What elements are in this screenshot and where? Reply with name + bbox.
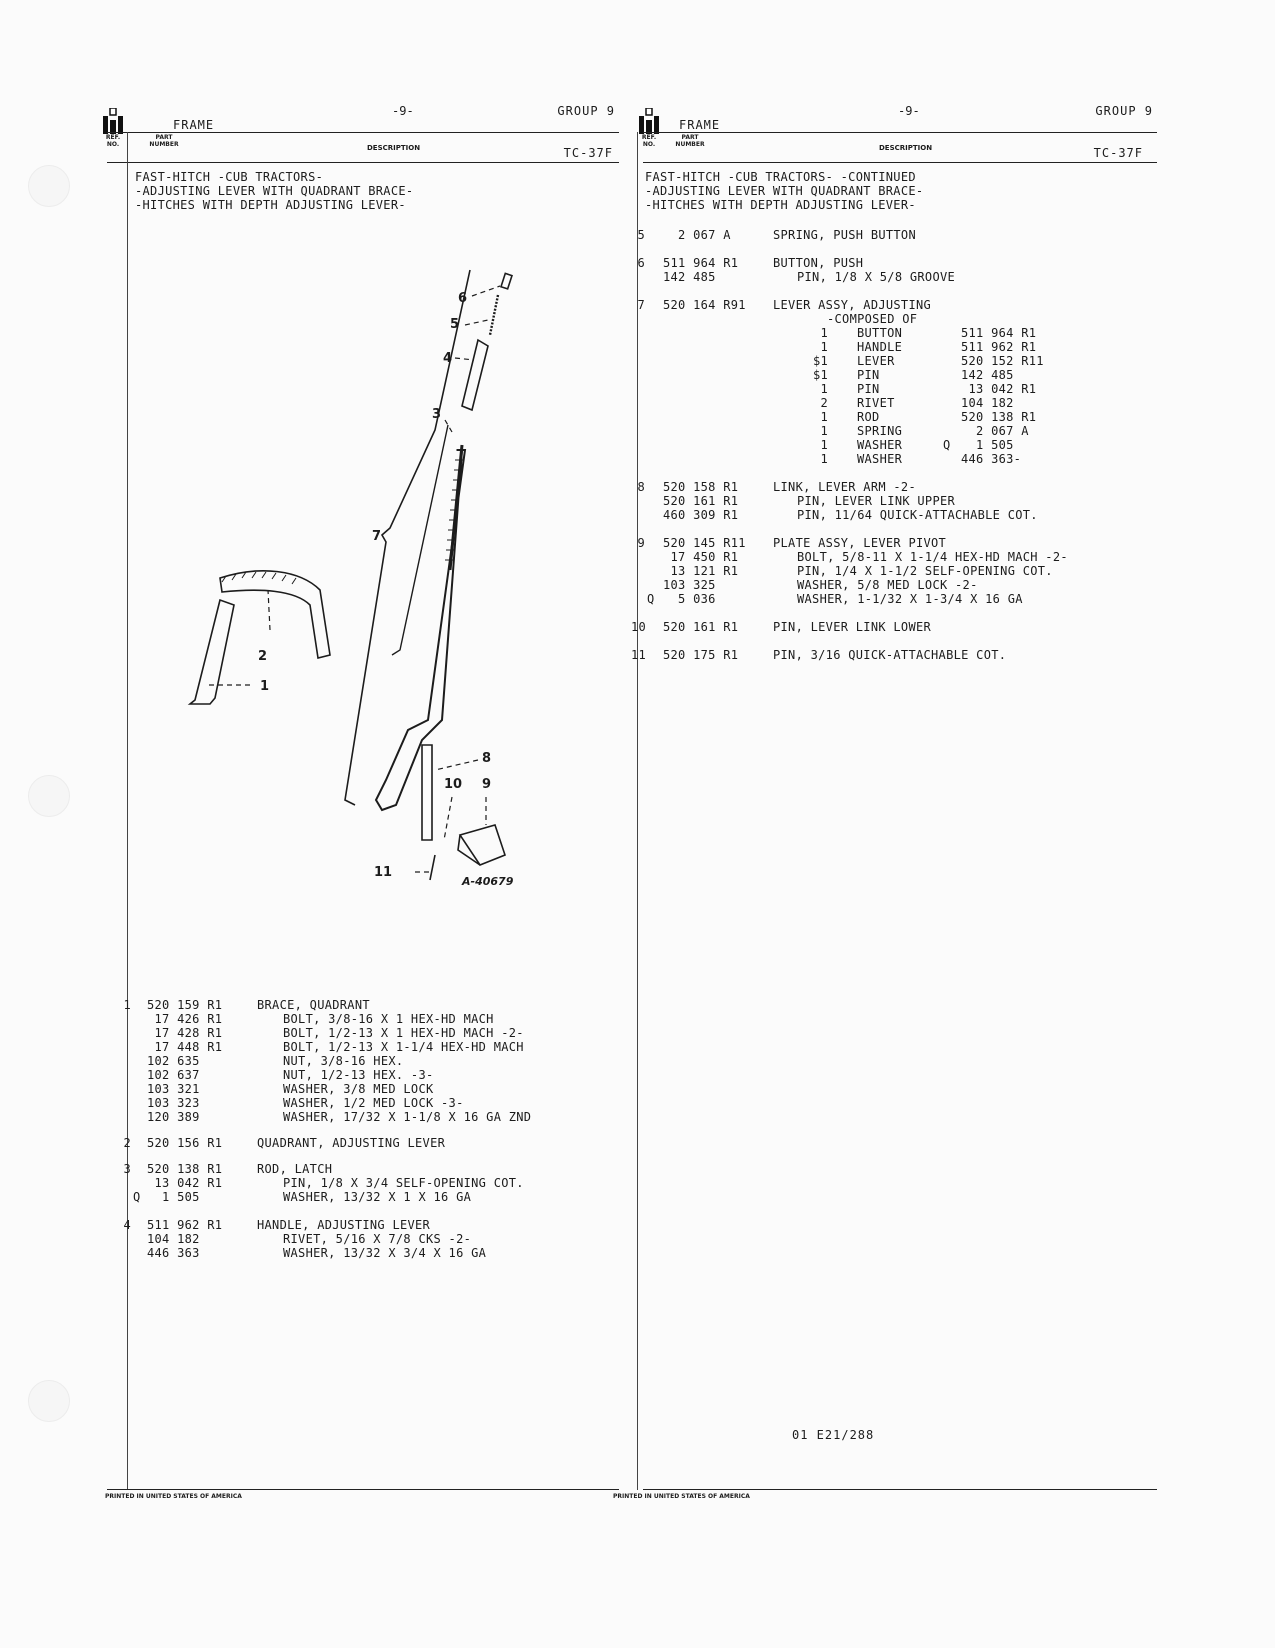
part-number: 520 158 R1: [663, 480, 739, 494]
parts-row: [643, 578, 1157, 592]
button-part: [501, 273, 512, 288]
heading-line: FAST-HITCH -CUB TRACTORS- -CONTINUED: [645, 170, 916, 184]
composition-row: [643, 396, 1157, 410]
composition-part: 13 042 R1: [961, 382, 1037, 396]
composition-name: RIVET: [857, 396, 895, 410]
parts-row: [107, 1068, 619, 1082]
part-description: NUT, 3/8-16 HEX.: [283, 1054, 404, 1068]
part-description: WASHER, 13/32 X 3/4 X 16 GA: [283, 1246, 487, 1260]
section-headings: [645, 170, 923, 212]
parts-row: [643, 298, 1157, 312]
part-number: 446 363: [147, 1246, 200, 1260]
figure-id: A-40679: [462, 875, 514, 888]
section-title: FRAME: [173, 118, 215, 132]
description-header: DESCRIPTION: [367, 144, 421, 152]
composition-part: 104 182: [961, 396, 1014, 410]
parts-row: [107, 1110, 619, 1124]
ref-number: 7: [637, 298, 645, 312]
part-description: PIN, 1/8 X 5/8 GROOVE: [797, 270, 956, 284]
part-number: 104 182: [147, 1232, 200, 1246]
ref-number: 2: [123, 1136, 131, 1150]
composition-name: WASHER: [857, 438, 903, 452]
part-number: 1 505: [147, 1190, 200, 1204]
part-description: ROD, LATCH: [257, 1162, 333, 1176]
composition-qty: 1: [813, 382, 829, 396]
ref-number: 3: [123, 1162, 131, 1176]
footer-rule: [643, 1489, 1157, 1490]
leader-line: [444, 797, 452, 840]
parts-row: [643, 228, 1157, 242]
parts-row: [107, 1218, 619, 1232]
composition-part: 142 485: [961, 368, 1014, 382]
footer-rule: [107, 1489, 619, 1490]
ref-number: 10: [631, 620, 647, 634]
composition-row: [643, 368, 1157, 382]
part-description: WASHER, 1/2 MED LOCK -3-: [283, 1096, 464, 1110]
parts-row: [107, 1082, 619, 1096]
spring-part: [490, 295, 498, 335]
part-number: 102 637: [147, 1068, 200, 1082]
handle-part: [462, 340, 488, 410]
parts-row: [107, 1190, 619, 1204]
part-number: 102 635: [147, 1054, 200, 1068]
part-description: WASHER, 17/32 X 1-1/8 X 16 GA ZND: [283, 1110, 532, 1124]
composition-name: SPRING: [857, 424, 903, 438]
part-number: 13 121 R1: [663, 564, 739, 578]
catalog-code: TC-37F: [1093, 146, 1143, 160]
parts-row: [643, 536, 1157, 550]
part-description: RIVET, 5/16 X 7/8 CKS -2-: [283, 1232, 472, 1246]
part-description: HANDLE, ADJUSTING LEVER: [257, 1218, 431, 1232]
part-number-header: PART NUMBER: [149, 134, 179, 148]
brace-part: [190, 600, 234, 704]
heading-line: -ADJUSTING LEVER WITH QUADRANT BRACE-: [645, 184, 924, 198]
document-code: 01 E21/288: [792, 1428, 875, 1442]
composition-name: HANDLE: [857, 340, 903, 354]
group-label: GROUP 9: [1095, 104, 1153, 118]
composition-qty: 2: [813, 396, 829, 410]
composition-qty: $1: [813, 354, 829, 368]
header-rule: [643, 132, 1157, 133]
parts-row: [107, 1162, 619, 1176]
punch-hole: [28, 1380, 70, 1422]
part-description: WASHER, 3/8 MED LOCK: [283, 1082, 434, 1096]
part-description: PIN, 11/64 QUICK-ATTACHABLE COT.: [797, 508, 1038, 522]
callout-8: 8: [482, 751, 492, 766]
parts-row: [107, 1026, 619, 1040]
part-number: 142 485: [663, 270, 716, 284]
parts-row: [107, 1012, 619, 1026]
qualifier-mark: Q: [647, 592, 655, 606]
right-catalog-page: [613, 100, 1157, 1500]
parts-row: [643, 312, 1157, 326]
part-description: PIN, LEVER LINK LOWER: [773, 620, 932, 634]
callout-6: 6: [458, 291, 468, 306]
section-headings: [135, 170, 413, 212]
page-number: -9-: [392, 104, 414, 118]
composition-qty: 1: [813, 424, 829, 438]
part-description: WASHER, 5/8 MED LOCK -2-: [797, 578, 978, 592]
part-description: -COMPOSED OF: [827, 312, 918, 326]
part-description: BUTTON, PUSH: [773, 256, 864, 270]
qualifier-mark: Q: [133, 1190, 141, 1204]
ref-number: 8: [637, 480, 645, 494]
quadrant-part: [220, 571, 330, 658]
part-number: 2 067 A: [663, 228, 731, 242]
parts-row: [643, 494, 1157, 508]
part-description: QUADRANT, ADJUSTING LEVER: [257, 1136, 446, 1150]
parts-row: [107, 1040, 619, 1054]
part-number-header: PART NUMBER: [675, 134, 705, 148]
callout-10: 10: [444, 777, 463, 792]
parts-row: [107, 1246, 619, 1260]
composition-name: WASHER: [857, 452, 903, 466]
part-number: 520 145 R11: [663, 536, 746, 550]
callout-11: 11: [374, 865, 393, 880]
part-number: 520 138 R1: [147, 1162, 223, 1176]
lever-body: [376, 450, 465, 810]
part-number: 17 428 R1: [147, 1026, 223, 1040]
qualifier-mark: Q: [943, 438, 951, 452]
part-number: 520 164 R91: [663, 298, 746, 312]
part-number: 17 426 R1: [147, 1012, 223, 1026]
part-description: LINK, LEVER ARM -2-: [773, 480, 916, 494]
page-number: -9-: [898, 104, 920, 118]
parts-row: [643, 550, 1157, 564]
part-description: NUT, 1/2-13 HEX. -3-: [283, 1068, 434, 1082]
parts-row: [643, 256, 1157, 270]
parts-row: [107, 1096, 619, 1110]
callout-1: 1: [260, 679, 270, 694]
ref-number: 6: [637, 256, 645, 270]
composition-row: [643, 340, 1157, 354]
parts-row: [107, 1232, 619, 1246]
header-rule: [643, 162, 1157, 163]
composition-name: PIN: [857, 382, 880, 396]
leader-line: [455, 358, 474, 360]
composition-part: 520 138 R1: [961, 410, 1037, 424]
ref-number: 4: [123, 1218, 131, 1232]
header-rule: [107, 132, 619, 133]
composition-part: 1 505: [961, 438, 1014, 452]
part-description: PIN, 1/8 X 3/4 SELF-OPENING COT.: [283, 1176, 524, 1190]
heading-line: -HITCHES WITH DEPTH ADJUSTING LEVER-: [645, 198, 916, 212]
composition-part: 520 152 R11: [961, 354, 1044, 368]
part-description: PLATE ASSY, LEVER PIVOT: [773, 536, 947, 550]
composition-row: [643, 452, 1157, 466]
part-description: SPRING, PUSH BUTTON: [773, 228, 916, 242]
heading-line: -HITCHES WITH DEPTH ADJUSTING LEVER-: [135, 198, 406, 212]
section-title: FRAME: [679, 118, 721, 132]
parts-row: [107, 1136, 619, 1150]
part-number: 511 964 R1: [663, 256, 739, 270]
punch-hole: [28, 775, 70, 817]
composition-name: PIN: [857, 368, 880, 382]
parts-row: [107, 998, 619, 1012]
parts-row: [643, 592, 1157, 606]
composition-row: [643, 438, 1157, 452]
column-rule: [127, 132, 128, 1490]
composition-name: BUTTON: [857, 326, 903, 340]
parts-row: [643, 270, 1157, 284]
part-number: 520 161 R1: [663, 620, 739, 634]
composition-part: 511 962 R1: [961, 340, 1037, 354]
part-description: BOLT, 5/8-11 X 1-1/4 HEX-HD MACH -2-: [797, 550, 1068, 564]
part-number: 13 042 R1: [147, 1176, 223, 1190]
ref-number: 11: [631, 648, 647, 662]
part-number: 103 321: [147, 1082, 200, 1096]
parts-row: [107, 1054, 619, 1068]
callout-3: 3: [432, 407, 442, 422]
catalog-code: TC-37F: [563, 146, 613, 160]
printed-notice: PRINTED IN UNITED STATES OF AMERICA: [105, 1493, 242, 1500]
parts-row: [643, 648, 1157, 662]
composition-name: ROD: [857, 410, 880, 424]
composition-qty: 1: [813, 326, 829, 340]
part-number: 520 159 R1: [147, 998, 223, 1012]
leader-line: [268, 590, 270, 630]
parts-row: [107, 1176, 619, 1190]
part-description: WASHER, 13/32 X 1 X 16 GA: [283, 1190, 472, 1204]
group-label: GROUP 9: [557, 104, 615, 118]
leader-line: [472, 286, 500, 296]
composition-row: [643, 382, 1157, 396]
part-number: 5 036: [663, 592, 716, 606]
ref-number: 1: [123, 998, 131, 1012]
ref-no-header: REF. NO.: [641, 134, 657, 148]
column-rule: [637, 132, 638, 1490]
part-description: BOLT, 1/2-13 X 1-1/4 HEX-HD MACH: [283, 1040, 524, 1054]
pivot-plate-part: [458, 825, 505, 865]
exploded-parts-diagram: [160, 260, 560, 900]
heading-line: -ADJUSTING LEVER WITH QUADRANT BRACE-: [135, 184, 414, 198]
printed-notice: PRINTED IN UNITED STATES OF AMERICA: [613, 1493, 750, 1500]
part-description: WASHER, 1-1/32 X 1-3/4 X 16 GA: [797, 592, 1023, 606]
part-number: 103 323: [147, 1096, 200, 1110]
composition-row: [643, 354, 1157, 368]
part-number: 520 161 R1: [663, 494, 739, 508]
part-description: BOLT, 3/8-16 X 1 HEX-HD MACH: [283, 1012, 494, 1026]
ref-no-header: REF. NO.: [105, 134, 121, 148]
part-number: 511 962 R1: [147, 1218, 223, 1232]
ref-number: 9: [637, 536, 645, 550]
part-number: 520 175 R1: [663, 648, 739, 662]
part-description: BRACE, QUADRANT: [257, 998, 370, 1012]
composition-row: [643, 410, 1157, 424]
part-description: PIN, LEVER LINK UPPER: [797, 494, 956, 508]
composition-row: [643, 326, 1157, 340]
part-description: PIN, 1/4 X 1-1/2 SELF-OPENING COT.: [797, 564, 1053, 578]
part-number: 120 389: [147, 1110, 200, 1124]
leader-line: [465, 320, 488, 325]
header-rule: [107, 162, 619, 163]
part-number: 17 450 R1: [663, 550, 739, 564]
latch-rod: [392, 425, 448, 655]
description-header: DESCRIPTION: [879, 144, 933, 152]
part-number: 460 309 R1: [663, 508, 739, 522]
part-number: 520 156 R1: [147, 1136, 223, 1150]
heading-line: FAST-HITCH -CUB TRACTORS-: [135, 170, 324, 184]
composition-qty: 1: [813, 340, 829, 354]
link-part: [422, 745, 432, 840]
callout-4: 4: [443, 351, 453, 366]
callout-2: 2: [258, 649, 268, 664]
part-number: 17 448 R1: [147, 1040, 223, 1054]
parts-row: [643, 480, 1157, 494]
punch-hole: [28, 165, 70, 207]
composition-qty: 1: [813, 410, 829, 424]
parts-row: [643, 508, 1157, 522]
callout-5: 5: [450, 317, 460, 332]
ref-number: 5: [637, 228, 645, 242]
composition-part: 2 067 A: [961, 424, 1029, 438]
composition-name: LEVER: [857, 354, 895, 368]
callout-9: 9: [482, 777, 492, 792]
composition-qty: 1: [813, 452, 829, 466]
cotter-pin-part: [430, 855, 435, 880]
composition-part: 511 964 R1: [961, 326, 1037, 340]
composition-qty: 1: [813, 438, 829, 452]
part-description: PIN, 3/16 QUICK-ATTACHABLE COT.: [773, 648, 1007, 662]
part-description: LEVER ASSY, ADJUSTING: [773, 298, 932, 312]
composition-qty: $1: [813, 368, 829, 382]
part-number: 103 325: [663, 578, 716, 592]
parts-row: [643, 620, 1157, 634]
part-description: BOLT, 1/2-13 X 1 HEX-HD MACH -2-: [283, 1026, 524, 1040]
callout-7: 7: [372, 529, 382, 544]
leader-line: [435, 760, 478, 770]
composition-part: 446 363-: [961, 452, 1022, 466]
parts-row: [643, 564, 1157, 578]
composition-row: [643, 424, 1157, 438]
